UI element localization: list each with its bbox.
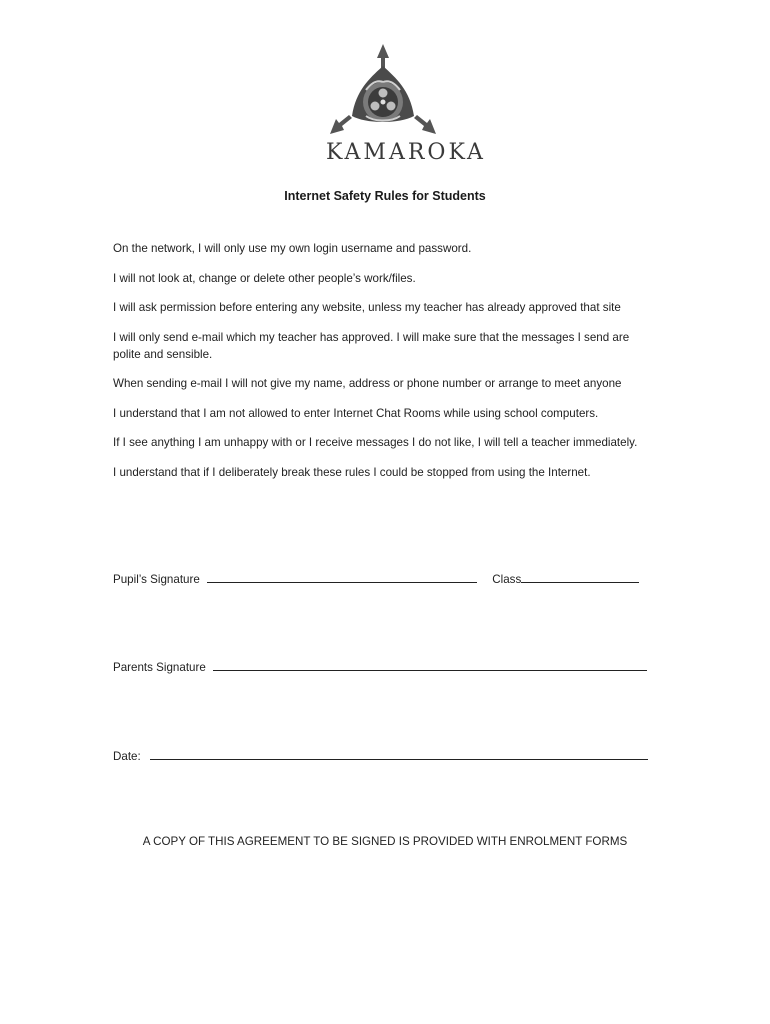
rule-item: I will not look at, change or delete other people’s work/files.	[113, 271, 416, 285]
rule-item: I will only send e-mail which my teacher has approved. I will make sure that the messages I send are polite and sensible.	[113, 330, 630, 361]
date-row	[113, 747, 648, 763]
date-field[interactable]	[150, 747, 648, 760]
class-label: Class	[492, 573, 522, 586]
rule-item: I will ask permission before entering any website, unless my teacher has already approved that site	[113, 301, 621, 314]
kamaroka-emblem-icon	[326, 42, 440, 142]
logo-wordmark: KAMAROKA	[326, 140, 486, 165]
rules-list	[113, 240, 658, 493]
footer-note: A COPY OF THIS AGREEMENT TO BE SIGNED IS PROVIDED WITH ENROLMENT FORMS	[142, 835, 628, 848]
rule-item: I understand that if I deliberately break these rules I could be stopped from using the Internet.	[113, 465, 591, 479]
rule-item: On the network, I will only use my own login username and password.	[113, 242, 472, 255]
parents-signature-label: Parents Signature	[113, 661, 206, 674]
class-field[interactable]	[521, 570, 639, 583]
pupil-signature-label: Pupil’s Signature	[113, 573, 200, 586]
date-label: Date:	[113, 750, 141, 763]
rule-item: When sending e-mail I will not give my name, address or phone number or arrange to meet anyone	[113, 377, 622, 390]
rule-item: I understand that I am not allowed to enter Internet Chat Rooms while using school computers.	[113, 406, 599, 420]
pupil-signature-field[interactable]	[207, 570, 477, 583]
document-title: Internet Safety Rules for Students	[284, 189, 486, 203]
rule-item: If I see anything I am unhappy with or I receive messages I do not like, I will tell a teacher immediately.	[113, 436, 638, 449]
parents-signature-field[interactable]	[213, 658, 647, 671]
kamaroka-logo	[326, 42, 486, 170]
pupil-signature-row	[113, 570, 639, 586]
parents-signature-row	[113, 658, 647, 674]
